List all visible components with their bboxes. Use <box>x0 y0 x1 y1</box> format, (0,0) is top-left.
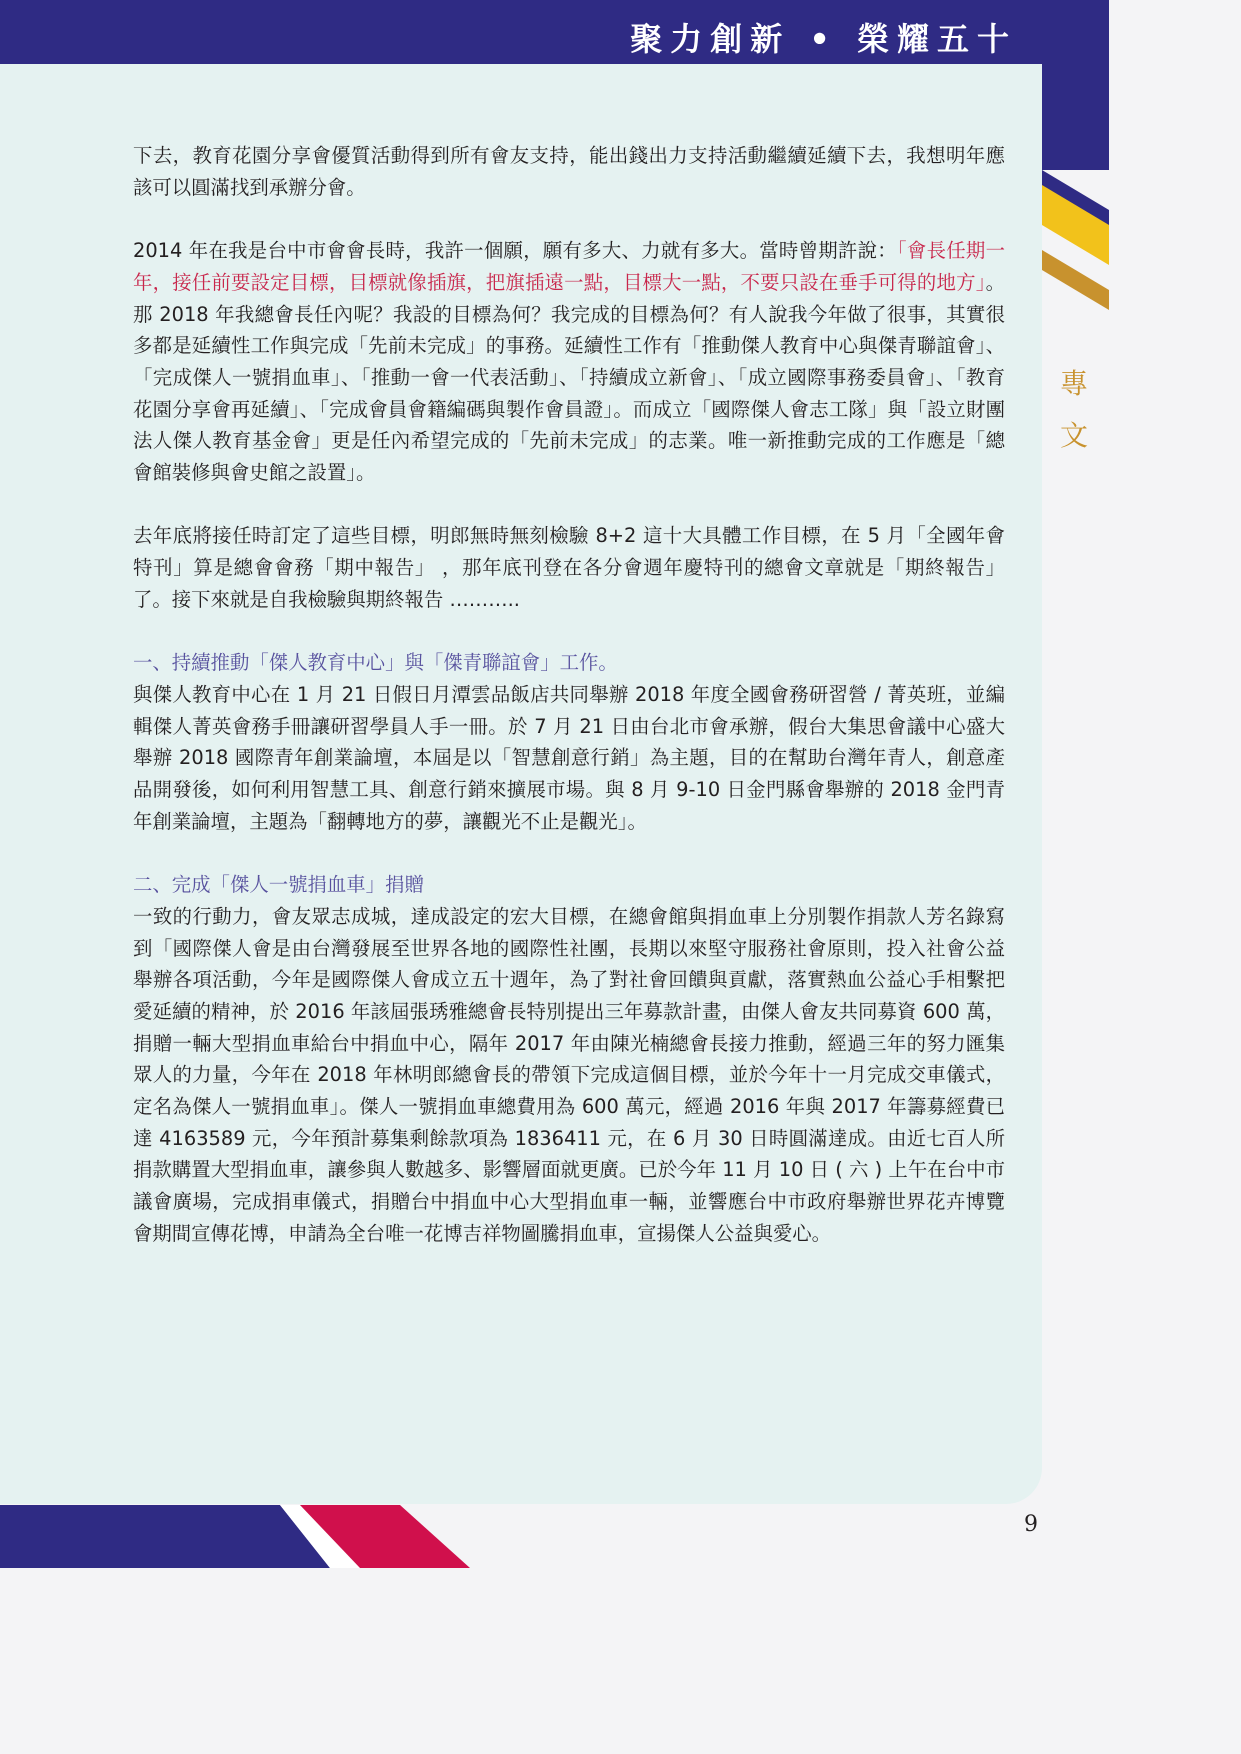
header-slogan: 聚力創新 • 榮耀五十 <box>630 20 1017 58</box>
paragraph-2 <box>133 235 1005 489</box>
paragraph-5: 一致的行動力，會友眾志成城，達成設定的宏大目標，在總會館與捐血車上分別製作捐款人芳名錄寫到「國際傑人會是由台灣發展至世界各地的國際性社團，長期以來堅守服務社會原則，投入社會公益舉辦各項活動，今年是國際傑人會成立五十週年，為了對社會回饋與貢獻，落實熱血公益心手相繫把愛延續的精神，於 2016 年該屆張琇雅總會長特別提出三年募款計畫，由傑人會友共同募資 600 萬，捐贈一輛大型捐血車給台中捐血中心，隔年 2017 年由陳光楠總會長接力推動，經過三年的努力匯集眾人的力量，今年在 2018 年林明郎總會長的帶領下完成這個目標，並於今年十一月完成交車儀式，定名為傑人一號捐血車」。傑人一號捐血車總費用為 600 萬元，經過 2016 年與 2017 年籌募經費已達 4163589 元，今年預計募集剩餘款項為 1836411 元，在 6 月 30 日時圓滿達成。由近七百人所捐款購置大型捐血車，讓參與人數越多、影響層面就更廣。已於今年 11 月 10 日 ( 六 ) 上午在台中市議會廣場，完成捐車儀式，捐贈台中捐血中心大型捐血車一輛，並響應台中市政府舉辦世界花卉博覽會期間宣傳花博，申請為全台唯一花博吉祥物圖騰捐血車，宣揚傑人公益與愛心。 <box>133 904 1005 1245</box>
section-heading-2: 二、完成「傑人一號捐血車」捐贈 <box>133 873 424 897</box>
paragraph-3: 去年底將接任時訂定了這些目標，明郎無時無刻檢驗 8+2 這十大具體工作目標，在 5 月「全國年會特刊」算是總會會務「期中報告」 ，那年底刊登在各分會週年慶特刊的總會文章就是「期終報告」了。接下來就是自我檢驗與期終報告 ……….. <box>133 524 1005 611</box>
section-tag: 專文 <box>1060 367 1089 452</box>
paragraph-2-intro: 2014 年在我是台中市會會長時，我許一個願，願有多大、力就有多大。當時曾期許說： <box>133 239 897 263</box>
article-body <box>133 140 1005 1250</box>
page-number: 9 <box>1024 1512 1038 1537</box>
paragraph-4: 與傑人教育中心在 1 月 21 日假日月潭雲品飯店共同舉辦 2018 年度全國會務研習營 / 菁英班，並編輯傑人菁英會務手冊讓研習學員人手一冊。於 7 月 21 日由台北市會承辦，假台大集思會議中心盛大舉辦 2018 國際青年創業論壇，本屆是以「智慧創意行銷」為主題，目的在幫助台灣年青人，創意產品開發後，如何利用智慧工具、創意行銷來擴展市場。與 8 月 9-10 日金門縣會舉辦的 2018 金門青年創業論壇，主題為「翻轉地方的夢，讓觀光不止是觀光」。 <box>133 682 1005 833</box>
bottom-decor-stripes <box>0 1500 1109 1568</box>
section-heading-1: 一、持續推動「傑人教育中心」與「傑青聯誼會」工作。 <box>133 651 618 675</box>
paragraph-2-rest: 。那 2018 年我總會長任內呢？我設的目標為何？我完成的目標為何？有人說我今年做了很事，其實很多都是延續性工作與完成「先前未完成」的事務。延續性工作有「推動傑人教育中心與傑青聯誼會」、「完成傑人一號捐血車」、「推動一會一代表活動」、「持續成立新會」、「成立國際事務委員會」、「教育花園分享會再延續」、「完成會員會籍編碼與製作會員證」。而成立「國際傑人會志工隊」與「設立財團法人傑人教育基金會」更是任內希望完成的「先前未完成」的志業。唯一新推動完成的工作應是「總會館裝修與會史館之設置」。 <box>133 270 1005 485</box>
header-bar <box>0 0 1109 64</box>
right-navy-block <box>1042 0 1109 170</box>
right-decor-band <box>1042 0 1109 1568</box>
highlight-quote: 「會長任期一年，接任前要設定目標，目標就像插旗，把旗插遠一點，目標大一點，不要只設在垂手可得的地方」 <box>133 239 1005 294</box>
paragraph-1: 下去，教育花園分享會優質活動得到所有會友支持，能出錢出力支持活動繼續延續下去，我想明年應該可以圓滿找到承辦分會。 <box>133 144 1005 199</box>
